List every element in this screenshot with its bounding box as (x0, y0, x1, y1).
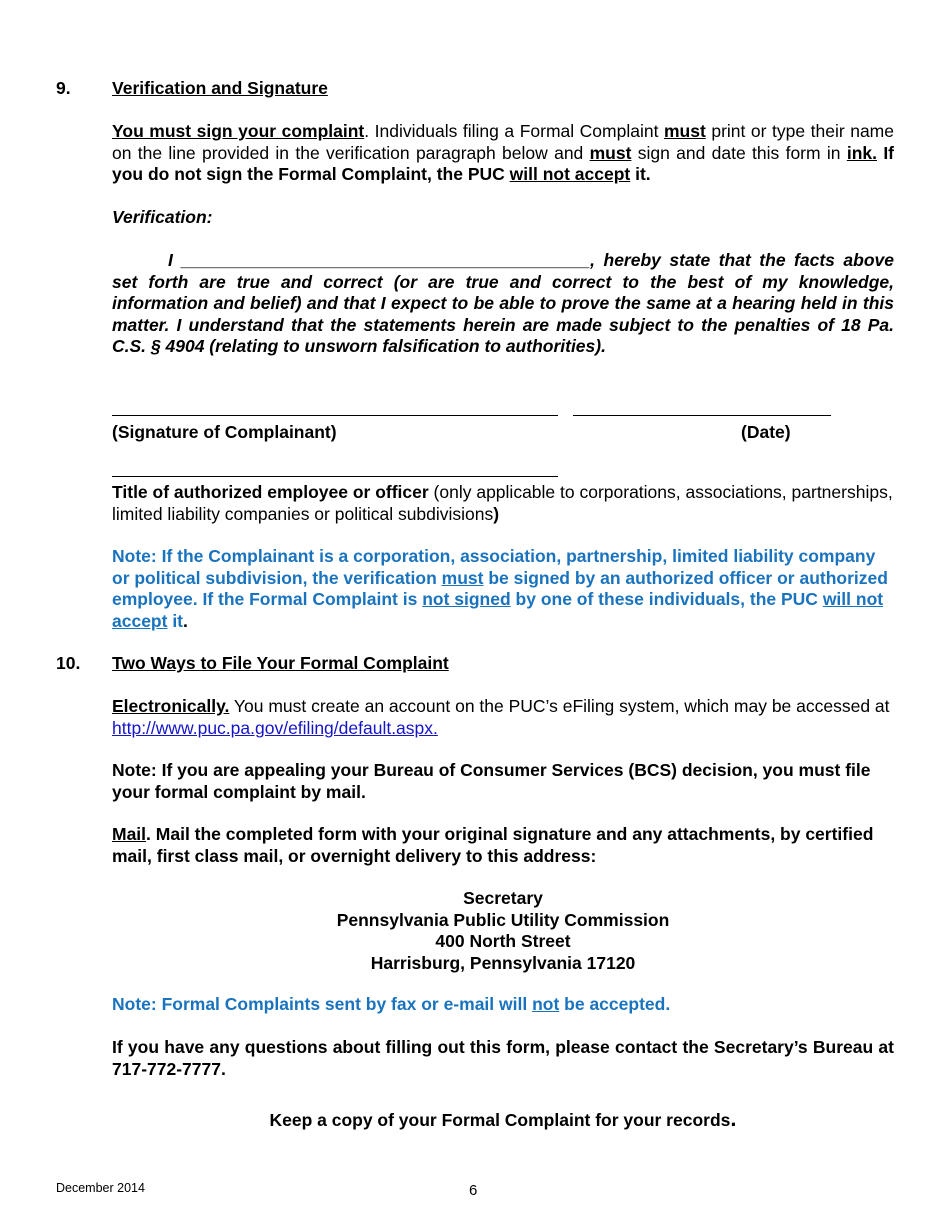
efiling-link[interactable]: http://www.puc.pa.gov/efiling/default.aspx (112, 717, 434, 738)
verification-statement: I __________________________________________, hereby state that the facts above set forth are true and correct (or are true and correct to the best of my knowledge, information and belief) and that I expect to be able to prove the same at a hearing held in this matter. I understand that the statements herein are made subject to the penalties of 18 Pa. C.S. § 4904 (relating to unsworn falsification to authorities). (112, 250, 894, 356)
address-line-3: 400 North Street (435, 931, 571, 951)
fax-email-note: Note: Formal Complaints sent by fax or e-mail will not be accepted. (112, 994, 671, 1014)
bcs-note: Note: If you are appealing your Bureau of Consumer Services (BCS) decision, you must file your formal complaint by mail. (112, 760, 871, 802)
address-line-4: Harrisburg, Pennsylvania 17120 (370, 952, 636, 973)
section-10-title: Two Ways to File Your Formal Complaint (112, 653, 449, 673)
title-line[interactable] (112, 476, 558, 477)
title-employee-text: Title of authorized employee or officer (only applicable to corporations, associations, partnerships, limited liability companies or political subdivisions) (112, 482, 893, 524)
address-line-2: Pennsylvania Public Utility Commission (336, 909, 670, 930)
questions-contact: If you have any questions about filling out this form, please contact the Secretary’s Bureau at 717-772-7777. (112, 1037, 894, 1079)
signature-line[interactable] (112, 415, 558, 416)
section-9-number: 9. (56, 78, 71, 98)
section-10-number: 10. (56, 653, 81, 673)
sign-instructions: You must sign your complaint. Individuals filing a Formal Complaint must print or type their name on the line provided in the verification paragraph below and must sign and date this form in ink. If you do not sign the Formal Complaint, the PUC will not accept it. (112, 121, 895, 184)
must-sign-text: You must sign your complaint (112, 121, 365, 141)
date-line[interactable] (573, 415, 831, 416)
corporation-note: Note: If the Complainant is a corporation, association, partnership, limited liability company or political subdivision, the verification must be signed by an authorized officer or authorized employee. If the Formal Complaint is not signed by one of these individuals, the PUC will not accept it. (112, 546, 888, 631)
verification-heading: Verification: (112, 207, 213, 227)
name-blank-line[interactable]: __________________________________________ (181, 250, 591, 270)
date-label: (Date) (741, 422, 791, 442)
section-9-title: Verification and Signature (112, 78, 328, 98)
page-number: 6 (469, 1182, 478, 1199)
electronic-filing-text: Electronically. You must create an account on the PUC’s eFiling system, which may be accessed at http://www.puc.pa.gov/efiling/default.aspx. (112, 696, 890, 738)
footer-date: December 2014 (56, 1181, 145, 1195)
mail-filing-text: Mail. Mail the completed form with your original signature and any attachments, by certified mail, first class mail, or overnight delivery to this address: (112, 824, 874, 866)
signature-label: (Signature of Complainant) (112, 422, 337, 442)
address-line-1: Secretary (463, 888, 543, 908)
keep-copy-note: Keep a copy of your Formal Complaint for your records. (269, 1106, 737, 1131)
mailing-address (112, 888, 894, 974)
